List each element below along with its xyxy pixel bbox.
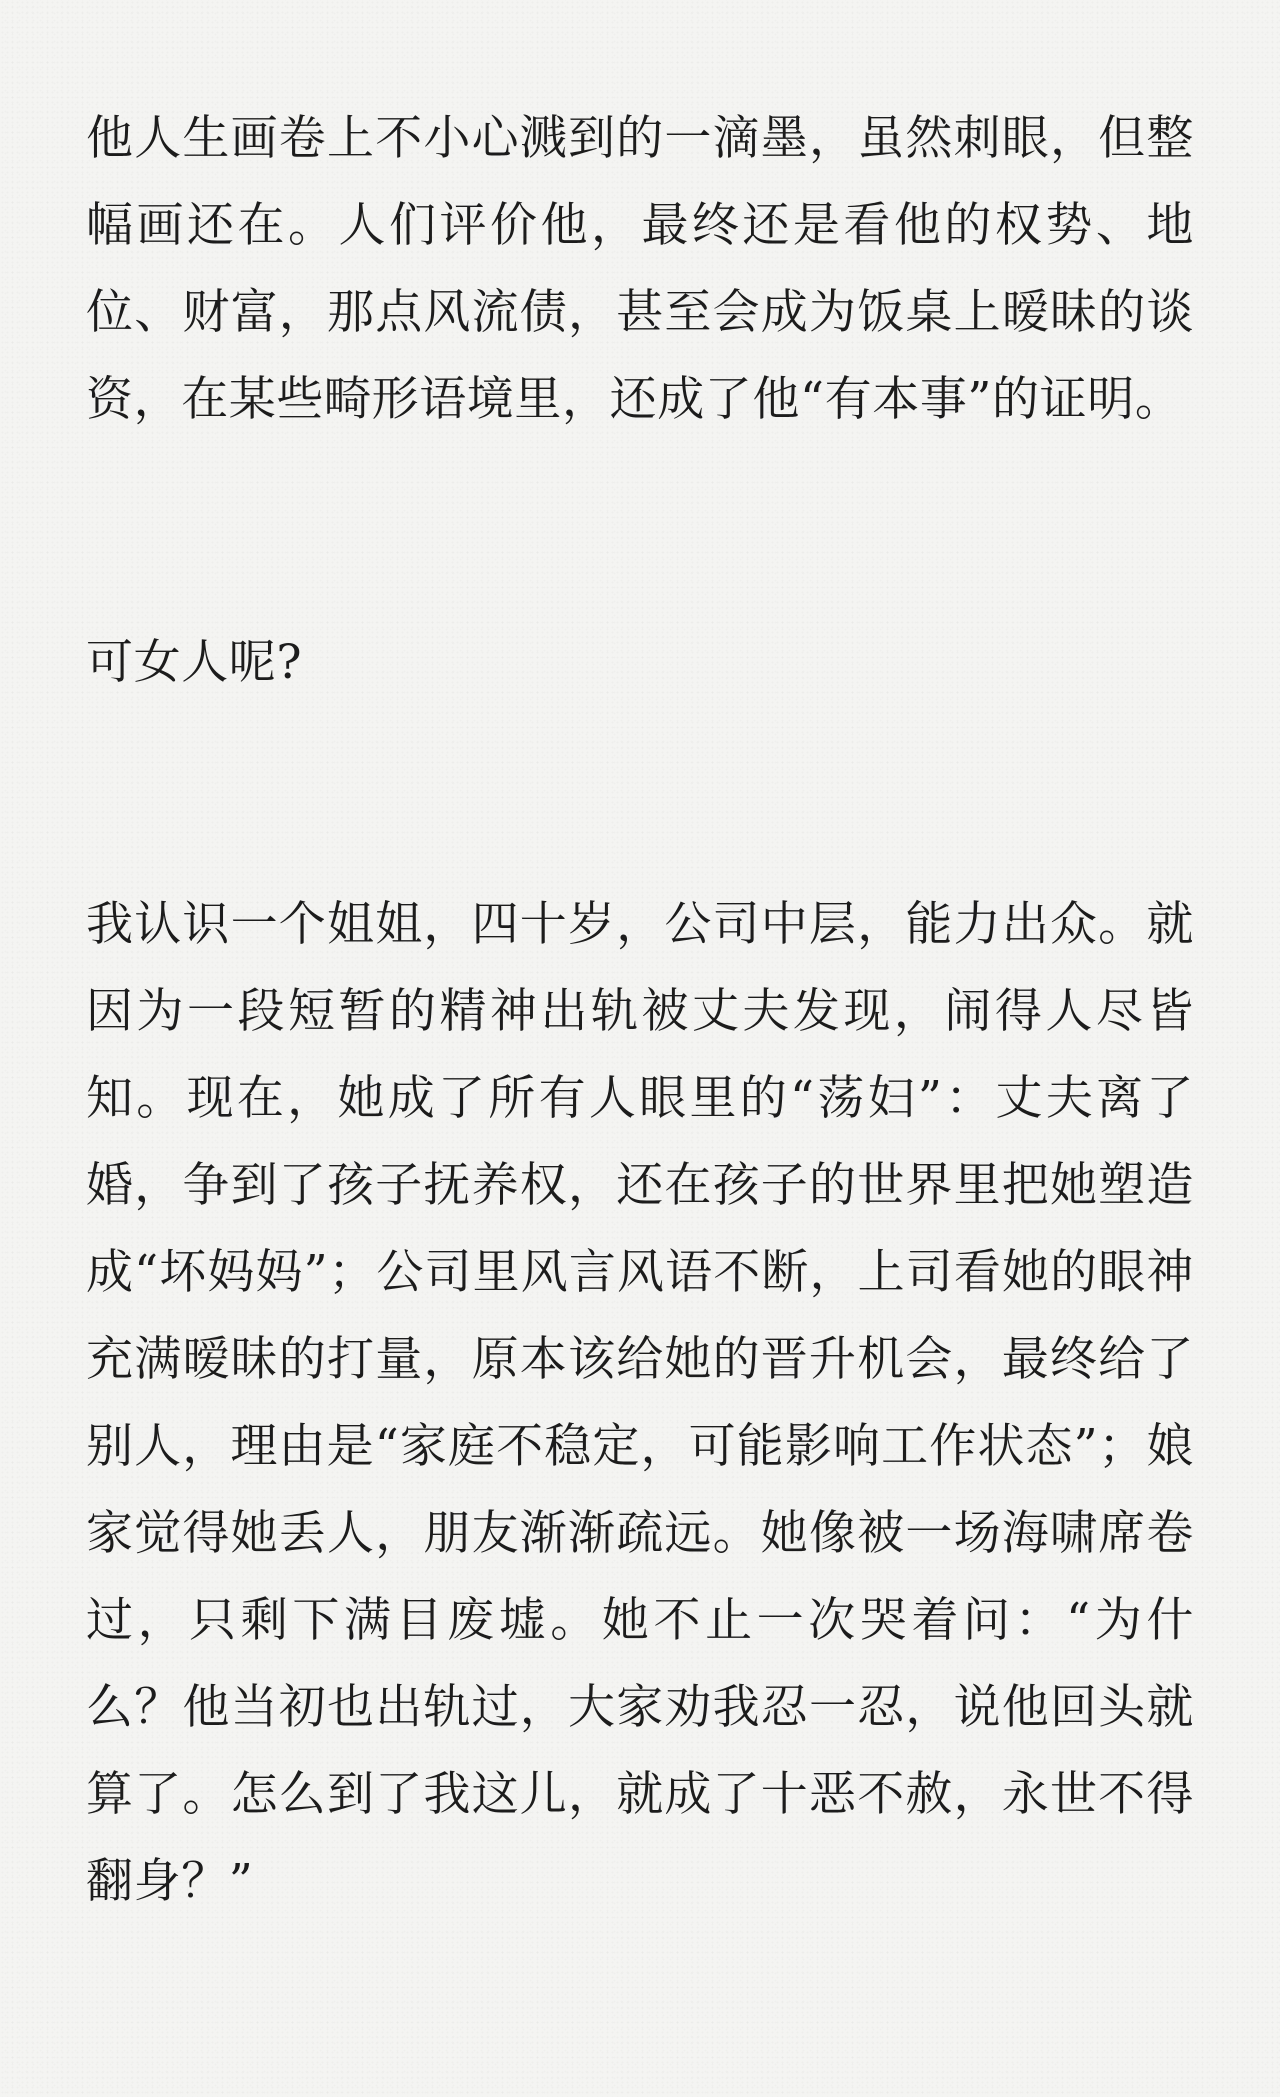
paragraph-gap <box>86 443 1194 619</box>
paragraph-3: 我认识一个姐姐，四十岁，公司中层，能力出众。就因为一段短暂的精神出轨被丈夫发现，闹得人尽皆知。现在，她成了所有人眼里的“荡妇”：丈夫离了婚，争到了孩子抚养权，还在孩子的世界里把她塑造成“坏妈妈”；公司里风言风语不断，上司看她的眼神充满暧昧的打量，原本该给她的晋升机会，最终给了别人，理由是“家庭不稳定，可能影响工作状态”；娘家觉得她丢人，朋友渐渐疏远。她像被一场海啸席卷过，只剩下满目废墟。她不止一次哭着问：“为什么？他当初也出轨过，大家劝我忍一忍，说他回头就算了。怎么到了我这儿，就成了十恶不赦，永世不得翻身？” <box>86 897 1194 1909</box>
paragraph-1: 他人生画卷上不小心溅到的一滴墨，虽然刺眼，但整幅画还在。人们评价他，最终还是看他的权势、地位、财富，那点风流债，甚至会成为饭桌上暧昧的谈资，在某些畸形语境里，还成了他“有本事”的证明。 <box>86 111 1194 427</box>
paragraph-2: 可女人呢? <box>86 635 303 690</box>
paragraph-gap <box>86 706 1194 881</box>
